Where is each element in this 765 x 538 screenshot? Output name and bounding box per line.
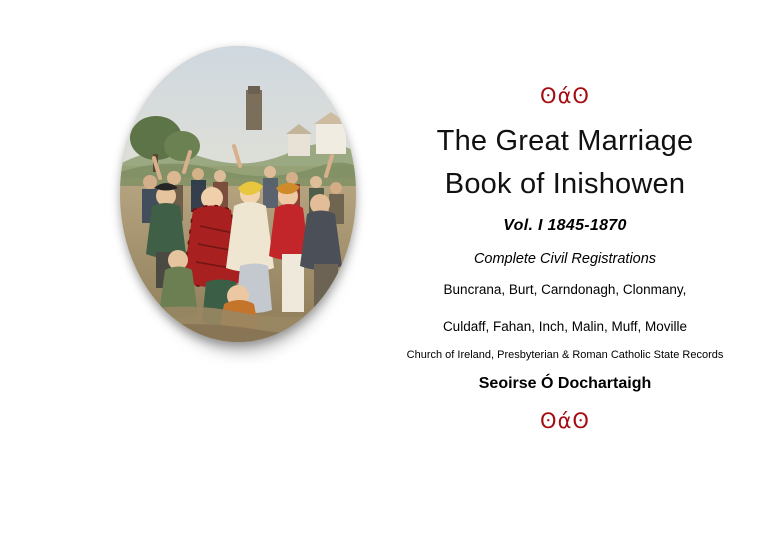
book-title-line-1: The Great Marriage <box>436 125 694 157</box>
cover-illustration <box>120 46 360 346</box>
subtitle-label: Complete Civil Registrations <box>473 251 657 268</box>
crowd-scene-artwork <box>120 46 356 342</box>
ornament-top: ʘάʘ <box>540 84 590 108</box>
parishes-line-2: Culdaff, Fahan, Inch, Malin, Muff, Moville <box>442 318 688 334</box>
volume-label: Vol. I 1845-1870 <box>503 217 627 235</box>
illustration-oval-frame <box>120 46 356 342</box>
book-title-line-2: Book of Inishowen <box>444 168 686 201</box>
parishes-line-1: Buncrana, Burt, Carndonagh, Clonmany, <box>443 282 687 298</box>
cover-text-block <box>370 86 760 432</box>
ornament-bottom: ʘάʘ <box>540 408 590 433</box>
records-note: Church of Ireland, Presbyterian & Roman Catholic State Records <box>406 348 724 361</box>
author-name: Seoirse Ó Dochartaigh <box>478 374 652 392</box>
